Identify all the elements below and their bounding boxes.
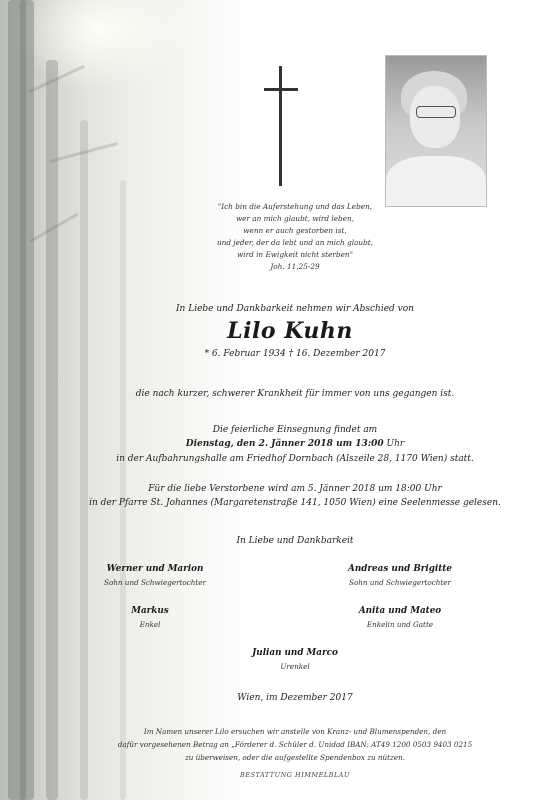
cross-icon bbox=[264, 66, 298, 186]
quote-line: wer an mich glaubt, wird leben, bbox=[235, 214, 355, 223]
mourner-relation: Urenkel bbox=[280, 662, 310, 671]
funeral-date bbox=[150, 439, 440, 449]
life-dates: * 6. Februar 1934 † 16. Dezember 2017 bbox=[204, 349, 386, 359]
mourner-name: Anita und Mateo bbox=[358, 606, 442, 616]
passing-text: die nach kurzer, schwerer Krankheit für immer von uns gegangen ist. bbox=[135, 389, 455, 399]
undertaker-name: BESTATTUNG HIMMELBLAU bbox=[240, 771, 350, 779]
mourner-name: Markus bbox=[131, 606, 169, 616]
mass-line: Für die liebe Verstorbene wird am 5. Jänner 2018 um 18:00 Uhr bbox=[148, 484, 442, 494]
donation-note-line: Im Namen unserer Lilo ersuchen wir anstelle von Kranz- und Blumenspenden, den bbox=[143, 727, 447, 736]
quote-line: wird in Ewigkeit nicht sterben" bbox=[237, 250, 353, 259]
donation-note-line: zu überweisen, oder die aufgestellte Spendenbox zu nützen. bbox=[184, 753, 406, 762]
mourner-name: Andreas und Brigitte bbox=[348, 564, 452, 574]
place-date: Wien, im Dezember 2017 bbox=[237, 693, 353, 703]
mourner-relation: Enkelin und Gatte bbox=[366, 620, 434, 629]
quote-line: und jeder, der da lebt und an mich glaubt, bbox=[216, 238, 374, 247]
funeral-location: in der Aufbahrungshalle am Friedhof Dornbach (Alszeile 28, 1170 Wien) statt. bbox=[116, 454, 474, 464]
deceased-name: Lilo Kuhn bbox=[227, 318, 353, 344]
tree-trunk-background bbox=[46, 60, 58, 800]
mourner-relation: Sohn und Schwiegertochter bbox=[349, 578, 451, 587]
mourner-relation: Enkel bbox=[139, 620, 161, 629]
mourner-name: Werner und Marion bbox=[106, 564, 204, 574]
quote-line: wenn er auch gestorben ist, bbox=[243, 226, 347, 235]
quote-line: "Ich bin die Auferstehung und das Leben, bbox=[217, 202, 373, 211]
funeral-date-bold: Dienstag, den 2. Jänner 2018 um 13:00 bbox=[185, 439, 384, 449]
funeral-intro: Die feierliche Einsegnung findet am bbox=[212, 425, 378, 435]
quote-reference: Joh. 11,25-29 bbox=[270, 262, 320, 271]
mourners-intro: In Liebe und Dankbarkeit bbox=[236, 536, 354, 546]
intro-text: In Liebe und Dankbarkeit nehmen wir Abschied von bbox=[176, 304, 414, 314]
mourner-name: Julian und Marco bbox=[252, 648, 338, 658]
mourner-relation: Sohn und Schwiegertochter bbox=[104, 578, 206, 587]
mass-location: in der Pfarre St. Johannes (Margaretenstraße 141, 1050 Wien) eine Seelenmesse gelesen. bbox=[89, 498, 501, 508]
donation-note-line: dafür vorgesehenen Betrag an „Förderer d. Schüler d. Unidad IBAN: AT49 1200 0503 9403 0215 bbox=[117, 740, 473, 749]
tree-trunk-background bbox=[20, 0, 26, 800]
portrait-photo bbox=[385, 55, 487, 207]
funeral-date-rest: Uhr bbox=[383, 439, 405, 449]
